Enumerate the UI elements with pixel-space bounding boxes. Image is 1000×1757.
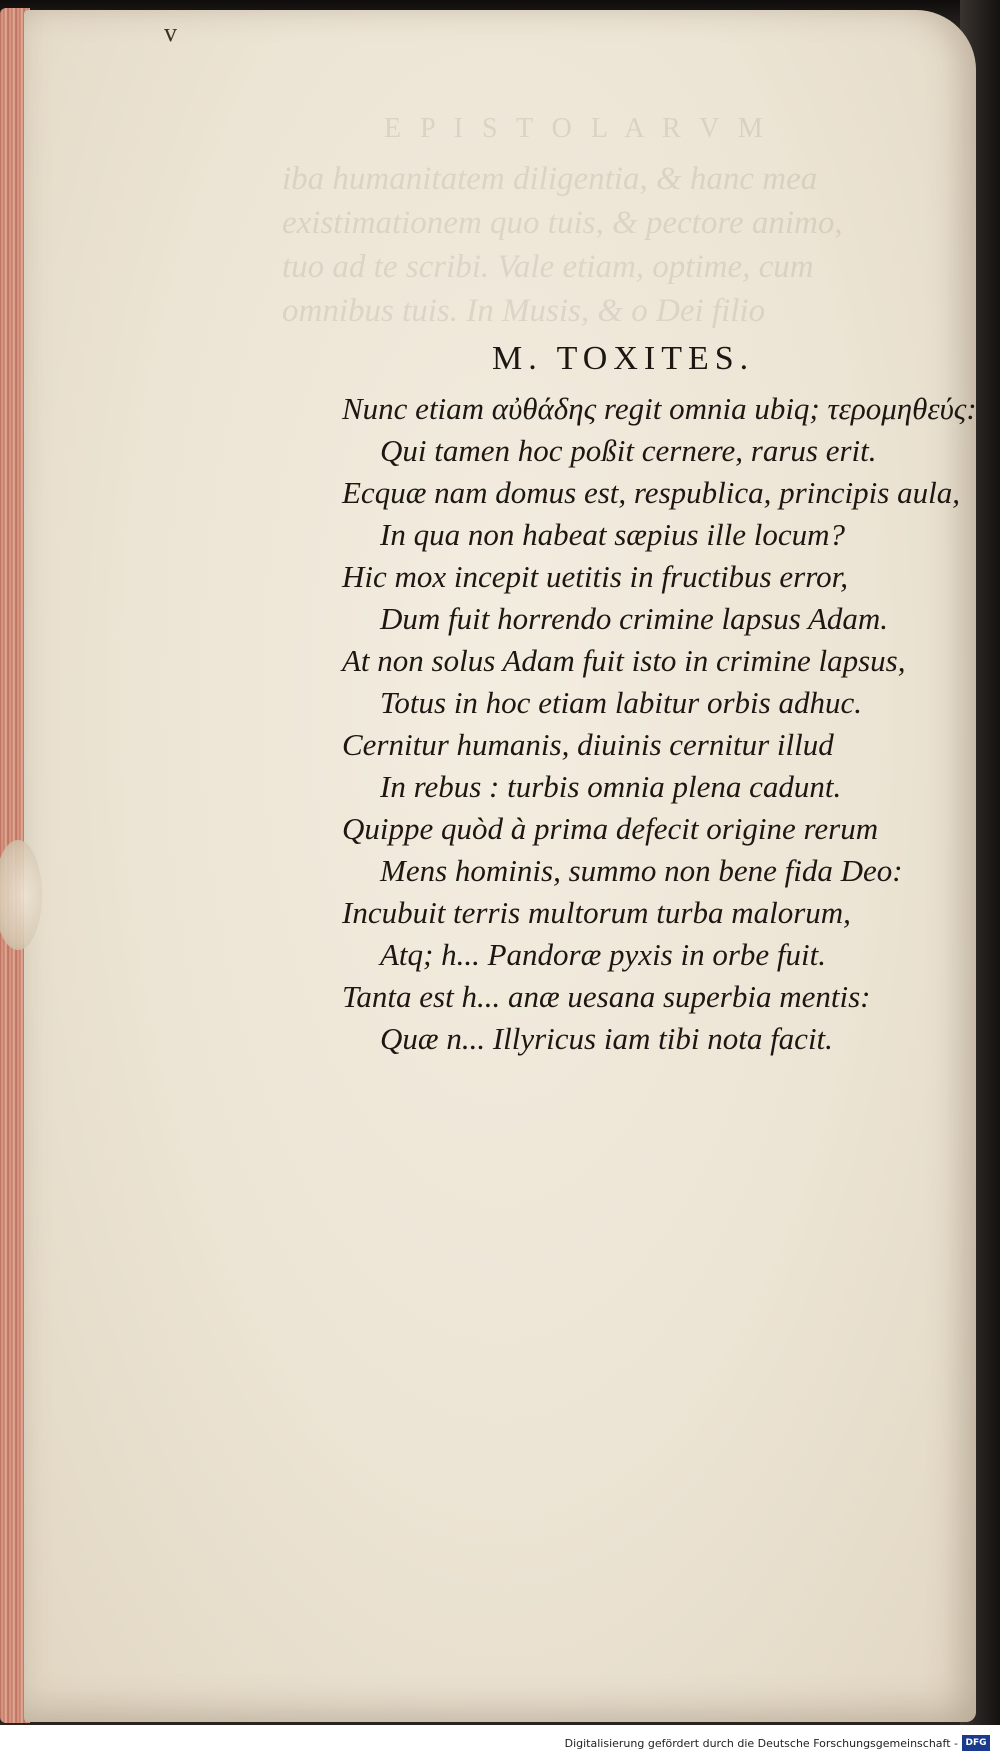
poem-line: Nunc etiam αὐθάδης regit omnia ubiq; τερομηθεύς: xyxy=(342,391,977,426)
corner-mark: v xyxy=(164,18,177,47)
poem-line: Ecquæ nam domus est, respublica, principis aula, xyxy=(342,475,960,510)
bleed-through-line: existimationem quo tuis, & pectore animo, xyxy=(282,205,843,241)
dfg-logo: DFG xyxy=(962,1735,990,1751)
poem-line: Dum fuit horrendo crimine lapsus Adam. xyxy=(380,601,889,636)
footer-credit: Digitalisierung gefördert durch die Deutsche Forschungsgemeinschaft - xyxy=(564,1737,958,1750)
bleed-through-line: E P I S T O L A R V M xyxy=(384,113,769,144)
poem-line: Qui tamen hoc poßit cernere, rarus erit. xyxy=(380,433,877,468)
poem-line: Quippe quòd à prima defecit origine rerum xyxy=(342,811,879,846)
paper-page xyxy=(24,10,976,1722)
bleed-through-line: iba humanitatem diligentia, & hanc mea xyxy=(282,161,818,197)
poem-line: Totus in hoc etiam labitur orbis adhuc. xyxy=(380,685,862,720)
poem-line: Mens hominis, summo non bene fida Deo: xyxy=(380,853,903,888)
poem-line: At non solus Adam fuit isto in crimine lapsus, xyxy=(342,643,906,678)
footer-band xyxy=(0,1725,1000,1757)
poem-line: Atq; h... Pandoræ pyxis in orbe fuit. xyxy=(380,937,827,972)
poem-line: In rebus : turbis omnia plena cadunt. xyxy=(380,769,842,804)
poem-line: Tanta est h... anæ uesana superbia mentis: xyxy=(342,979,871,1014)
poem-line: In qua non habeat sæpius ille locum? xyxy=(380,517,845,552)
bleed-through-line: tuo ad te scribi. Vale etiam, optime, cum xyxy=(282,249,814,285)
poem-line: Hic mox incepit uetitis in fructibus error, xyxy=(342,559,848,594)
bleed-through-line: omnibus tuis. In Musis, & o Dei filio xyxy=(282,293,766,329)
poem-line: Quæ n... Illyricus iam tibi nota facit. xyxy=(380,1021,833,1056)
poem-line: Incubuit terris multorum turba malorum, xyxy=(342,895,851,930)
poem xyxy=(342,340,977,1060)
poem-title: M. TOXITES. xyxy=(492,340,755,377)
poem-verses xyxy=(342,388,977,1060)
poem-line: Cernitur humanis, diuinis cernitur illud xyxy=(342,727,834,762)
